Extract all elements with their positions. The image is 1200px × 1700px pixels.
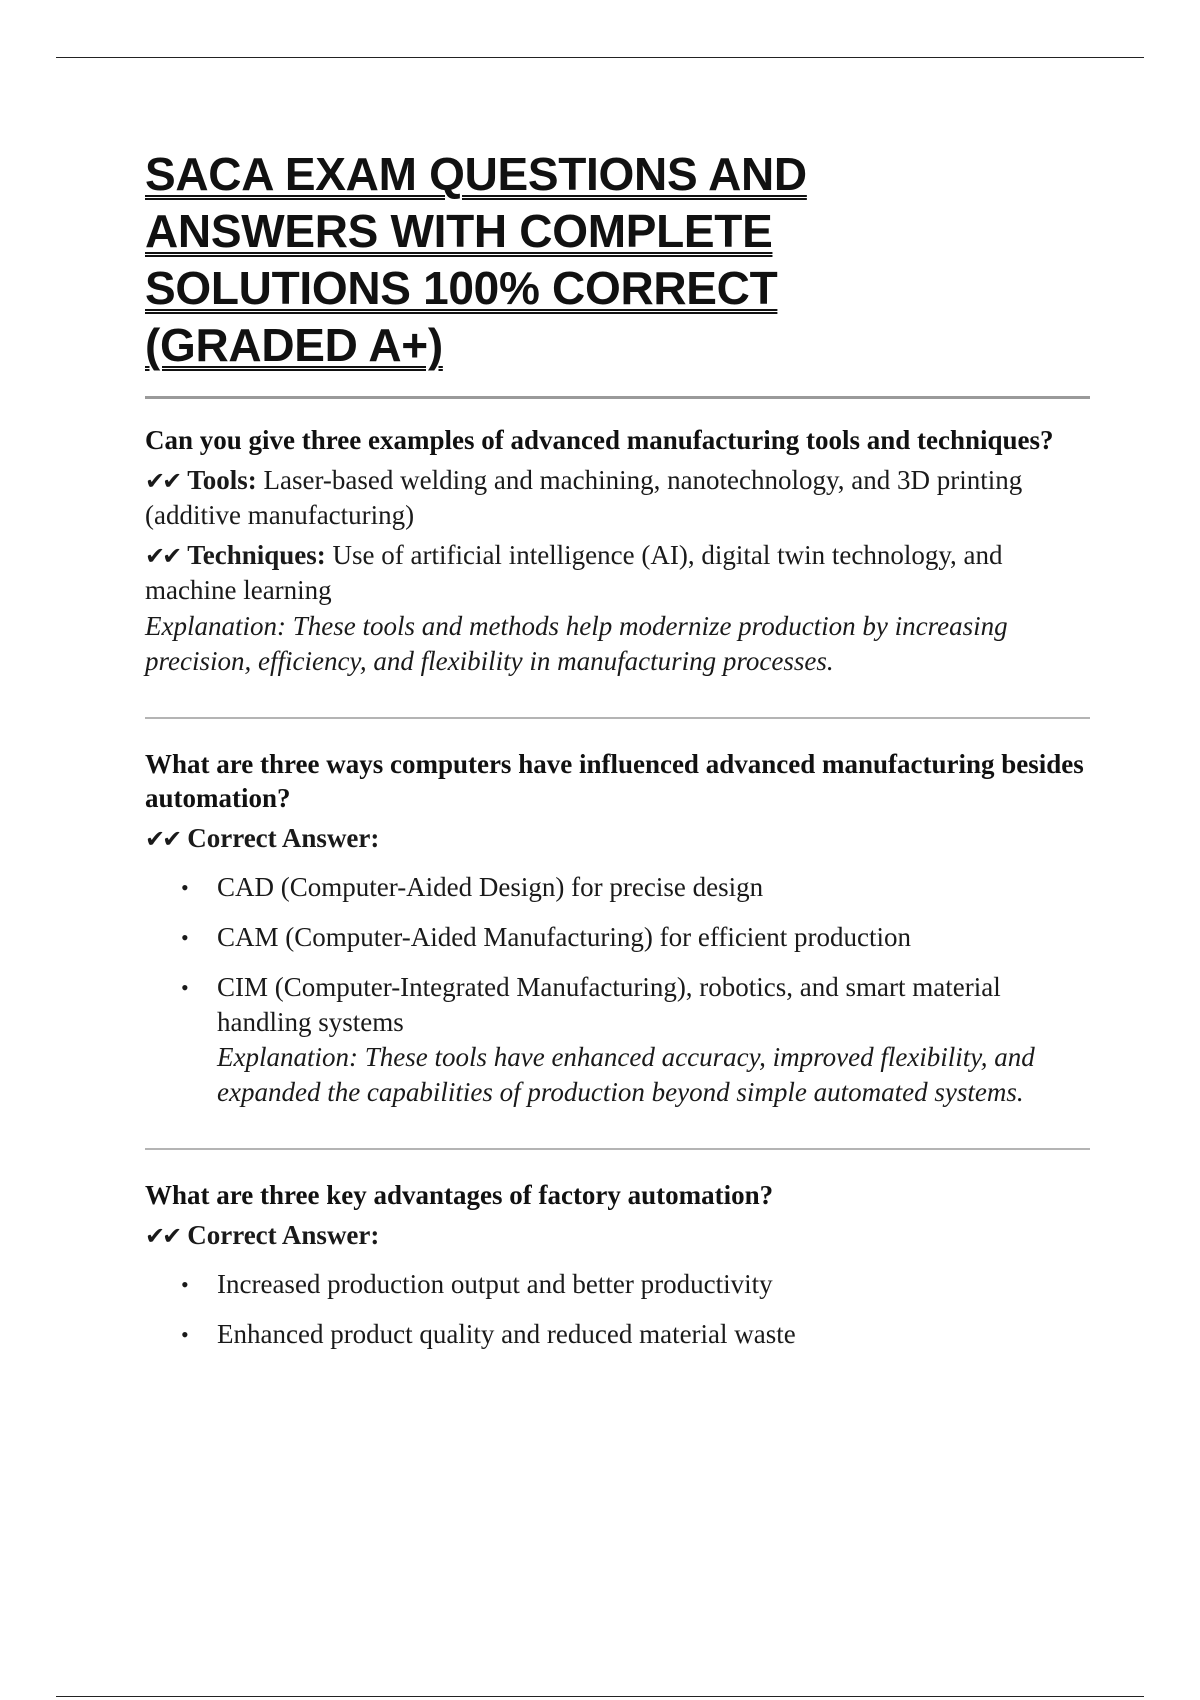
list-item-text: Enhanced product quality and reduced material waste bbox=[217, 1319, 796, 1349]
correct-answer-label: Correct Answer: bbox=[187, 823, 380, 853]
bullet-icon: • bbox=[181, 925, 189, 950]
qa-block-1 bbox=[145, 423, 1090, 679]
answer-list bbox=[145, 870, 1090, 1110]
list-item-text: Increased production output and better productivity bbox=[217, 1269, 773, 1299]
explanation-1: Explanation: These tools and methods help modernize production by increasing precision, efficiency, and flexibility in manufacturing processes. bbox=[145, 611, 1008, 676]
bullet-icon: • bbox=[181, 1322, 189, 1347]
correct-answer-label: Correct Answer: bbox=[187, 1220, 380, 1250]
answer-list bbox=[145, 1267, 1090, 1352]
double-check-icon: ✔✔ bbox=[145, 542, 180, 570]
question-3: What are three key advantages of factory automation? bbox=[145, 1180, 774, 1210]
page-bottom-rule bbox=[56, 1696, 1144, 1697]
bullet-icon: • bbox=[181, 875, 189, 900]
title-line-3: SOLUTIONS 100% CORRECT bbox=[145, 262, 778, 314]
title-line-4: (GRADED A+) bbox=[145, 319, 443, 371]
list-item bbox=[145, 1317, 1090, 1352]
list-item bbox=[145, 920, 1090, 955]
answer-tools bbox=[145, 463, 1090, 532]
techniques-text: Use of artificial intelligence (AI), digital twin technology, and machine learning bbox=[145, 540, 1003, 605]
question-2: What are three ways computers have influenced advanced manufacturing besides automation? bbox=[145, 749, 1084, 813]
question-1: Can you give three examples of advanced manufacturing tools and techniques? bbox=[145, 425, 1054, 455]
double-check-icon: ✔✔ bbox=[145, 467, 180, 495]
correct-answer-heading bbox=[145, 821, 1090, 856]
correct-answer-heading bbox=[145, 1218, 1090, 1253]
list-item bbox=[145, 870, 1090, 905]
title-line-1: SACA EXAM QUESTIONS AND bbox=[145, 148, 807, 200]
title-line-2: ANSWERS WITH COMPLETE bbox=[145, 205, 773, 257]
list-item-text: CAD (Computer-Aided Design) for precise design bbox=[217, 872, 764, 902]
qa-block-2 bbox=[145, 747, 1090, 1110]
page-top-rule bbox=[56, 57, 1144, 58]
list-item bbox=[145, 1267, 1090, 1302]
bullet-icon: • bbox=[181, 1272, 189, 1297]
answer-techniques bbox=[145, 538, 1090, 607]
list-item bbox=[145, 970, 1090, 1110]
document-body bbox=[145, 146, 1090, 1352]
tools-label: Tools: bbox=[187, 465, 257, 495]
techniques-label: Techniques: bbox=[187, 540, 326, 570]
section-divider bbox=[145, 1148, 1090, 1150]
tools-text: Laser-based welding and machining, nanotechnology, and 3D printing (additive manufacturing) bbox=[145, 465, 1023, 530]
section-divider bbox=[145, 717, 1090, 719]
qa-block-3 bbox=[145, 1178, 1090, 1352]
bullet-icon: • bbox=[181, 975, 189, 1000]
double-check-icon: ✔✔ bbox=[145, 1222, 180, 1250]
list-item-text: CAM (Computer-Aided Manufacturing) for efficient production bbox=[217, 922, 912, 952]
explanation-2: Explanation: These tools have enhanced accuracy, improved flexibility, and expanded the capabilities of production beyond simple automated systems. bbox=[217, 1042, 1035, 1107]
document-title bbox=[145, 146, 1090, 374]
title-divider bbox=[145, 396, 1090, 399]
list-item-text: CIM (Computer-Integrated Manufacturing), robotics, and smart material handling systems bbox=[217, 972, 1001, 1037]
double-check-icon: ✔✔ bbox=[145, 825, 180, 853]
